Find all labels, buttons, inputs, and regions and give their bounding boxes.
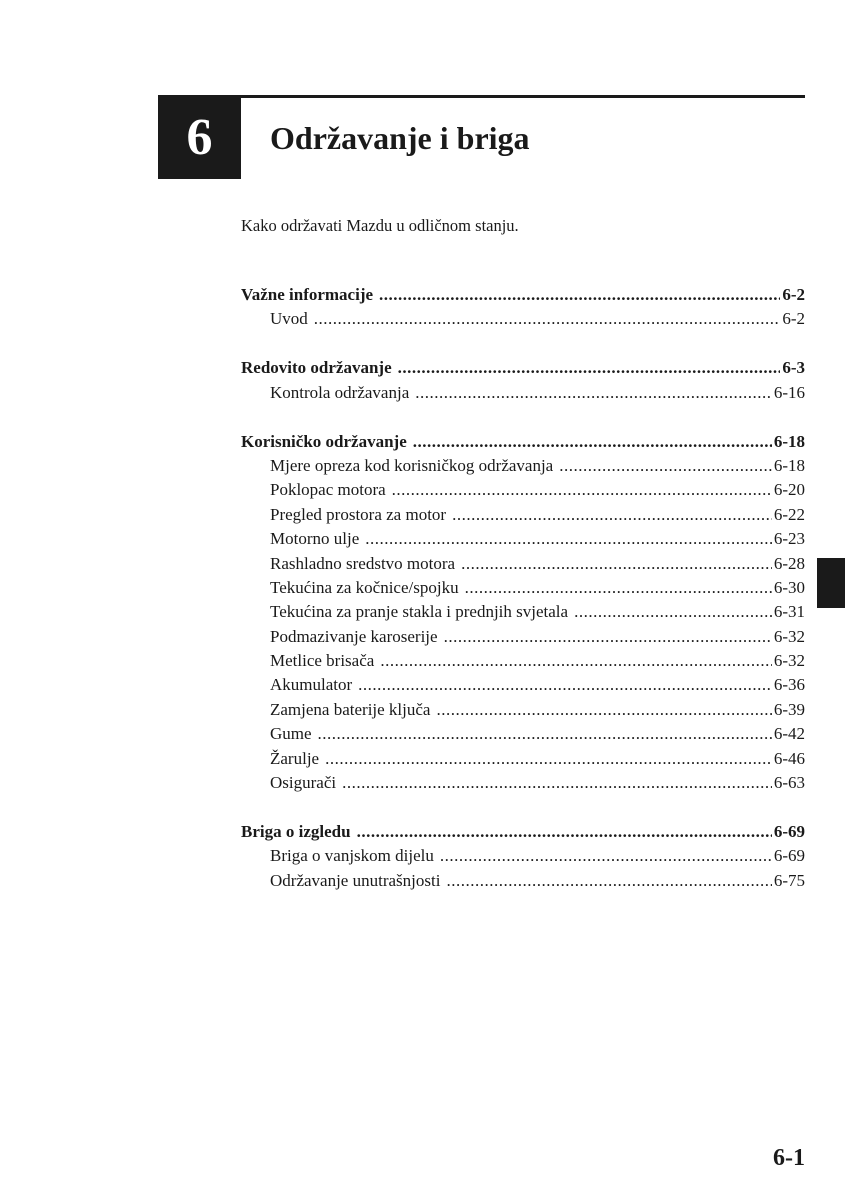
toc-item[interactable]: [241, 675, 805, 699]
toc-item-label: Briga o vanjskom dijelu: [270, 846, 434, 866]
toc-item-page: 6-2: [782, 309, 805, 329]
toc-heading-page: 6-3: [782, 358, 805, 378]
toc-item[interactable]: [241, 456, 805, 480]
dot-leader: [444, 627, 772, 647]
toc-item-label: Tekućina za kočnice/spojku: [270, 577, 459, 597]
dot-leader: [398, 358, 781, 378]
toc-heading[interactable]: [241, 358, 805, 382]
chapter-title: Održavanje i briga: [270, 120, 530, 156]
chapter-number-box: [158, 95, 241, 179]
toc-item[interactable]: [241, 846, 805, 870]
toc-heading-label: Važne informacije: [241, 285, 374, 304]
toc-item-page: 6-69: [773, 846, 805, 866]
toc-item[interactable]: [241, 724, 805, 748]
toc-item[interactable]: [241, 700, 805, 724]
dot-leader: [379, 285, 780, 305]
toc-item-label: Akumulator: [270, 675, 353, 695]
toc-item-page: 6-16: [773, 382, 805, 402]
toc-item-label: Žarulje: [270, 748, 320, 768]
toc-item-label: Mjere opreza kod korisničkog održavanja: [270, 455, 554, 475]
toc-item[interactable]: [241, 309, 805, 333]
chapter-intro: Kako održavati Mazdu u odličnom stanju.: [241, 216, 519, 235]
toc-item-page: 6-20: [773, 480, 805, 500]
toc-item-page: 6-39: [773, 699, 805, 719]
toc-item[interactable]: [241, 773, 805, 797]
toc-item-label: Kontrola održavanja: [270, 382, 410, 402]
table-of-contents: [241, 285, 805, 920]
toc-item-label: Pregled prostora za motor: [270, 504, 447, 524]
toc-item-page: 6-18: [773, 455, 805, 475]
toc-item[interactable]: [241, 578, 805, 602]
toc-item-label: Zamjena baterije ključa: [270, 699, 431, 719]
dot-leader: [314, 309, 781, 329]
toc-item-label: Održavanje unutrašnjosti: [270, 870, 441, 890]
dot-leader: [357, 822, 772, 842]
toc-item-page: 6-30: [773, 577, 805, 597]
toc-item-label: Tekućina za pranje stakla i prednjih svjetala: [270, 602, 569, 622]
dot-leader: [574, 602, 772, 622]
toc-item-page: 6-22: [773, 504, 805, 524]
toc-item[interactable]: [241, 383, 805, 407]
toc-section: [241, 358, 805, 407]
toc-item-label: Poklopac motora: [270, 480, 386, 500]
toc-heading-label: Redovito održavanje: [241, 358, 392, 378]
toc-item[interactable]: [241, 554, 805, 578]
toc-item[interactable]: [241, 529, 805, 553]
toc-heading-page: 6-2: [782, 285, 805, 304]
dot-leader: [415, 383, 772, 403]
dot-leader: [342, 773, 772, 793]
toc-heading-label: Briga o izgledu: [241, 821, 351, 841]
chapter-header-rule: [158, 95, 805, 98]
toc-item-page: 6-23: [773, 529, 805, 549]
toc-heading-label: Korisničko održavanje: [241, 431, 407, 451]
dot-leader: [325, 749, 772, 769]
dot-leader: [365, 529, 772, 549]
toc-item-page: 6-32: [773, 626, 805, 646]
toc-item-page: 6-46: [773, 748, 805, 768]
toc-item[interactable]: [241, 651, 805, 675]
toc-item-label: Rashladno sredstvo motora: [270, 553, 456, 573]
toc-item[interactable]: [241, 602, 805, 626]
chapter-number: 6: [186, 108, 213, 166]
toc-item[interactable]: [241, 871, 805, 895]
toc-heading[interactable]: [241, 285, 805, 309]
toc-item-label: Osigurači: [270, 773, 337, 793]
dot-leader: [452, 505, 772, 525]
toc-heading-page: 6-69: [773, 821, 805, 841]
dot-leader: [358, 675, 772, 695]
toc-item[interactable]: [241, 505, 805, 529]
toc-item-page: 6-42: [773, 724, 805, 744]
dot-leader: [446, 871, 771, 891]
toc-section: [241, 822, 805, 895]
toc-item-page: 6-63: [773, 773, 805, 793]
toc-section: [241, 285, 805, 334]
toc-item-label: Uvod: [270, 309, 308, 329]
dot-leader: [440, 846, 772, 866]
dot-leader: [559, 456, 772, 476]
toc-item-label: Podmazivanje karoserije: [270, 626, 438, 646]
toc-section: [241, 432, 805, 798]
chapter-thumb-tab: [817, 558, 845, 608]
toc-item-label: Gume: [270, 724, 312, 744]
dot-leader: [380, 651, 772, 671]
toc-item-label: Metlice brisača: [270, 651, 375, 671]
toc-item-page: 6-32: [773, 651, 805, 671]
toc-heading[interactable]: [241, 432, 805, 456]
toc-item-page: 6-31: [773, 602, 805, 622]
toc-item[interactable]: [241, 480, 805, 504]
dot-leader: [465, 578, 772, 598]
toc-item[interactable]: [241, 749, 805, 773]
toc-heading[interactable]: [241, 822, 805, 846]
toc-item-page: 6-75: [773, 870, 805, 890]
toc-item[interactable]: [241, 627, 805, 651]
dot-leader: [436, 700, 771, 720]
dot-leader: [392, 480, 772, 500]
dot-leader: [413, 432, 772, 452]
dot-leader: [461, 554, 772, 574]
toc-item-page: 6-36: [773, 675, 805, 695]
toc-heading-page: 6-18: [773, 431, 805, 451]
dot-leader: [318, 724, 772, 744]
toc-item-page: 6-28: [773, 553, 805, 573]
toc-item-label: Motorno ulje: [270, 529, 360, 549]
page-number: 6-1: [773, 1145, 805, 1171]
